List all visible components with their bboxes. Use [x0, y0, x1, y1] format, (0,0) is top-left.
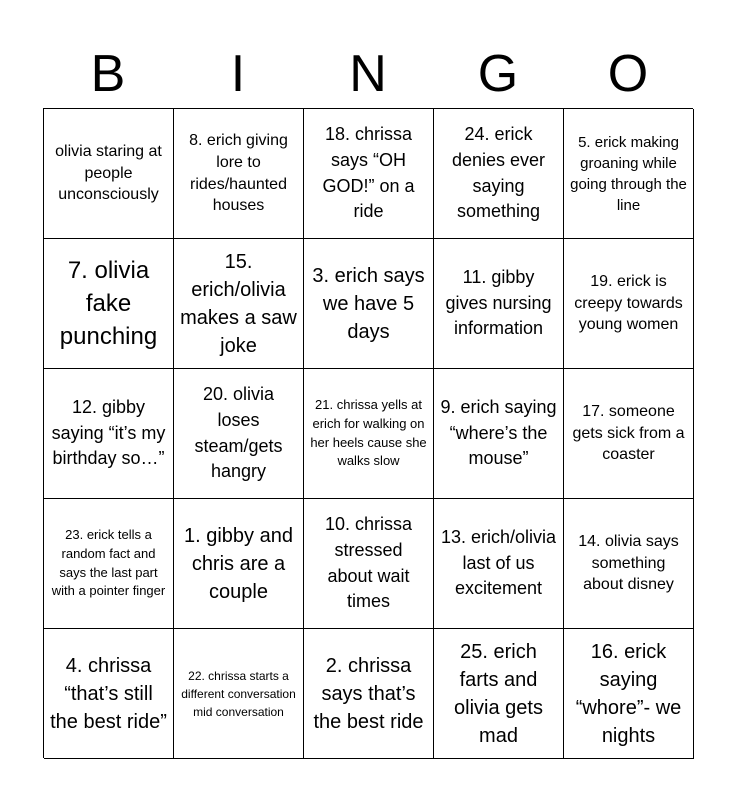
bingo-cell-text: 20. olivia loses steam/gets hangry [194, 384, 283, 482]
bingo-cell[interactable] [434, 239, 564, 369]
bingo-cell-text: 17. someone gets sick from a coaster [572, 403, 685, 464]
bingo-cell-text: 16. erick saying “whore”- we nights [575, 640, 682, 747]
bingo-cell-text: 10. chrissa stressed about wait times [324, 514, 413, 612]
bingo-cell[interactable] [434, 109, 564, 239]
bingo-cell[interactable] [304, 109, 434, 239]
bingo-cell[interactable] [564, 239, 694, 369]
header-letter-b: B [90, 45, 126, 103]
bingo-cell[interactable] [174, 499, 304, 629]
bingo-cell[interactable] [174, 109, 304, 239]
bingo-cell-text: 12. gibby saying “it’s my birthday so…” [51, 397, 166, 469]
bingo-cell-text: 11. gibby gives nursing information [445, 267, 552, 339]
bingo-cell[interactable] [434, 369, 564, 499]
bingo-cell-text: 13. erich/olivia last of us excitement [440, 527, 557, 599]
bingo-cell-text: 8. erich giving lore to rides/haunted houses [189, 132, 288, 215]
bingo-cell-text: 19. erick is creepy towards young women [574, 273, 683, 334]
bingo-cell[interactable] [304, 369, 434, 499]
bingo-cell[interactable] [174, 239, 304, 369]
bingo-cell-text: 15. erich/olivia makes a saw joke [180, 250, 297, 357]
header-letter-i: I [230, 45, 246, 103]
bingo-cell-text: 23. erick tells a random fact and says the last part with a pointer finger [51, 526, 166, 599]
bingo-cell[interactable] [174, 629, 304, 759]
bingo-cell-text: 4. chrissa “that’s still the best ride” [50, 654, 167, 733]
bingo-cell-text: 5. erick making groaning while going through the line [570, 133, 687, 214]
header-letter-g: G [477, 45, 519, 103]
bingo-cell-text: 9. erich saying “where’s the mouse” [440, 397, 557, 469]
bingo-cell[interactable] [564, 629, 694, 759]
bingo-cell-text: 3. erich says we have 5 days [312, 264, 425, 343]
bingo-cell-text: olivia staring at people unconsciously [55, 143, 162, 204]
bingo-cell-text: 18. chrissa says “OH GOD!” on a ride [322, 124, 415, 222]
bingo-cell-text: 1. gibby and chris are a couple [184, 524, 293, 603]
bingo-board [43, 108, 693, 758]
bingo-cell[interactable] [564, 369, 694, 499]
bingo-cell[interactable] [44, 239, 174, 369]
bingo-cell-text: 22. chrissa starts a different conversation mid conversation [181, 668, 296, 719]
bingo-cell[interactable] [44, 109, 174, 239]
header-letter-o: O [607, 45, 649, 103]
bingo-cell-text: 2. chrissa says that’s the best ride [313, 654, 424, 733]
bingo-cell[interactable] [44, 499, 174, 629]
bingo-cell[interactable] [304, 629, 434, 759]
header-letter-n: N [349, 45, 387, 103]
bingo-cell-text: 14. olivia says something about disney [578, 533, 679, 594]
bingo-header [43, 40, 693, 108]
bingo-cell-text: 25. erich farts and olivia gets mad [454, 640, 543, 747]
bingo-cell-text: 21. chrissa yells at erich for walking on her heels cause she walks slow [310, 396, 427, 469]
bingo-cell[interactable] [564, 499, 694, 629]
bingo-cell[interactable] [564, 109, 694, 239]
bingo-cell[interactable] [434, 499, 564, 629]
bingo-cell[interactable] [304, 239, 434, 369]
bingo-cell[interactable] [174, 369, 304, 499]
bingo-cell[interactable] [434, 629, 564, 759]
bingo-cell-text: 7. olivia fake punching [59, 256, 158, 351]
bingo-cell[interactable] [44, 629, 174, 759]
bingo-cell[interactable] [44, 369, 174, 499]
bingo-cell-text: 24. erick denies ever saying something [451, 124, 546, 222]
bingo-cell[interactable] [304, 499, 434, 629]
